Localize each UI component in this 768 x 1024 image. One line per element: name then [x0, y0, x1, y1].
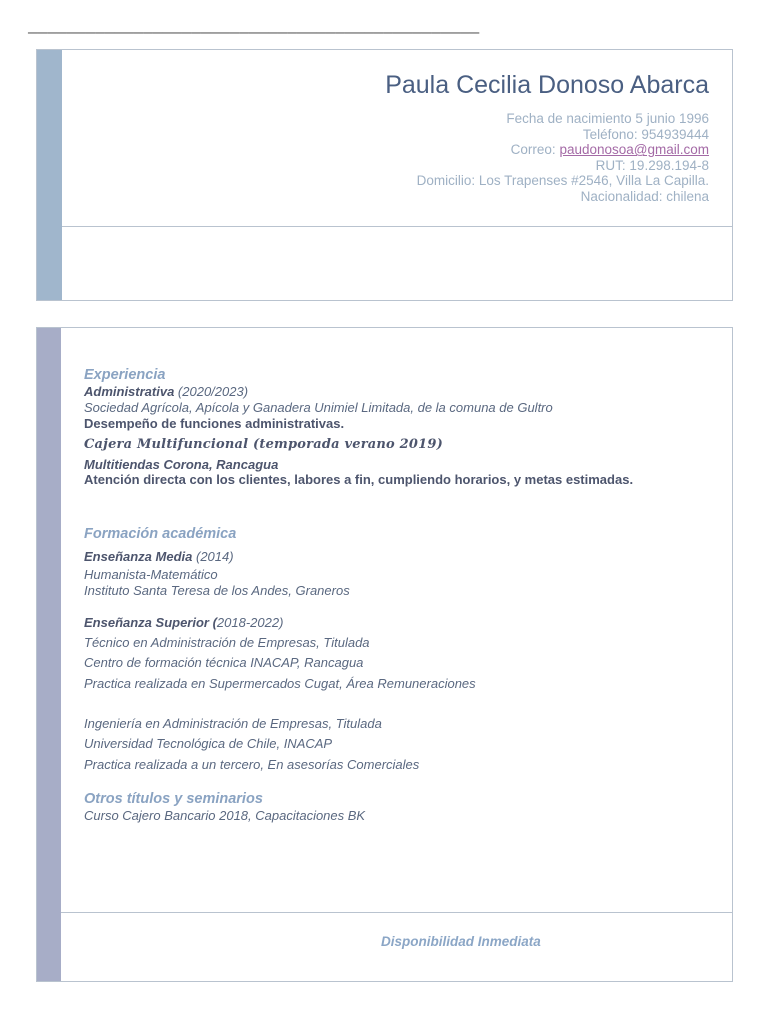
- job2-description: Atención directa con los clientes, labores a fin, cumpliendo horarios, y metas estimadas.: [84, 472, 634, 487]
- superior-title-line: [84, 615, 283, 630]
- superior-line4: Ingeniería en Administración de Empresas, Titulada: [84, 716, 382, 731]
- job2-title: Cajera Multifuncional (temporada verano 2019): [84, 437, 443, 452]
- job1-title: Administrativa: [84, 384, 175, 399]
- body-box: [36, 327, 733, 982]
- phone: Teléfono: 954939444: [582, 126, 709, 142]
- other-line1: Curso Cajero Bancario 2018, Capacitaciones BK: [84, 808, 366, 823]
- header-accent-bar: [37, 50, 62, 300]
- superior-years: 2018-2022): [216, 615, 284, 630]
- email-line: [417, 142, 709, 158]
- superior-line1: Técnico en Administración de Empresas, Titulada: [84, 635, 370, 650]
- body-accent-bar: [37, 328, 61, 981]
- superior-title: Enseñanza Superior (: [84, 615, 217, 630]
- job1-title-line: [84, 384, 248, 399]
- header-divider: [62, 226, 732, 227]
- body-divider: [61, 912, 732, 913]
- nationality: Nacionalidad: chilena: [580, 188, 709, 204]
- other-heading: Otros títulos y seminarios: [84, 791, 263, 807]
- superior-line2: Centro de formación técnica INACAP, Rancagua: [84, 655, 364, 670]
- superior-line5: Universidad Tecnológica de Chile, INACAP: [84, 736, 333, 751]
- rut: RUT: 19.298.194-8: [595, 157, 709, 173]
- address: Domicilio: Los Trapenses #2546, Villa La Capilla.: [416, 173, 709, 189]
- email-label: Correo:: [510, 142, 560, 158]
- education-heading: Formación académica: [84, 526, 237, 542]
- media-title: Enseñanza Media: [84, 549, 193, 564]
- media-title-line: [84, 549, 234, 564]
- availability: Disponibilidad Inmediata: [381, 934, 541, 949]
- contact-info: [417, 111, 709, 205]
- job2-company: Multitiendas Corona, Rancagua: [84, 457, 279, 472]
- top-dashed-rule: ———————————————————————————————————————————————: [28, 24, 480, 42]
- job1-years: (2020/2023): [174, 384, 249, 399]
- job1-company: Sociedad Agrícola, Apícola y Ganadera Unimiel Limitada, de la comuna de Gultro: [84, 400, 553, 415]
- media-line2: Instituto Santa Teresa de los Andes, Graneros: [84, 583, 350, 598]
- birth-date: Fecha de nacimiento 5 junio 1996: [506, 111, 709, 126]
- media-line1: Humanista-Matemático: [84, 567, 218, 582]
- full-name: Paula Cecilia Donoso Abarca: [385, 71, 709, 99]
- header-box: [36, 49, 733, 301]
- superior-line6: Practica realizada a un tercero, En asesorías Comerciales: [84, 757, 420, 772]
- email-link[interactable]: paudonosoa@gmail.com: [559, 142, 709, 158]
- media-years: (2014): [192, 549, 234, 564]
- experience-heading: Experiencia: [84, 367, 166, 383]
- superior-line3: Practica realizada en Supermercados Cugat, Área Remuneraciones: [84, 676, 476, 691]
- job1-description: Desempeño de funciones administrativas.: [84, 416, 345, 431]
